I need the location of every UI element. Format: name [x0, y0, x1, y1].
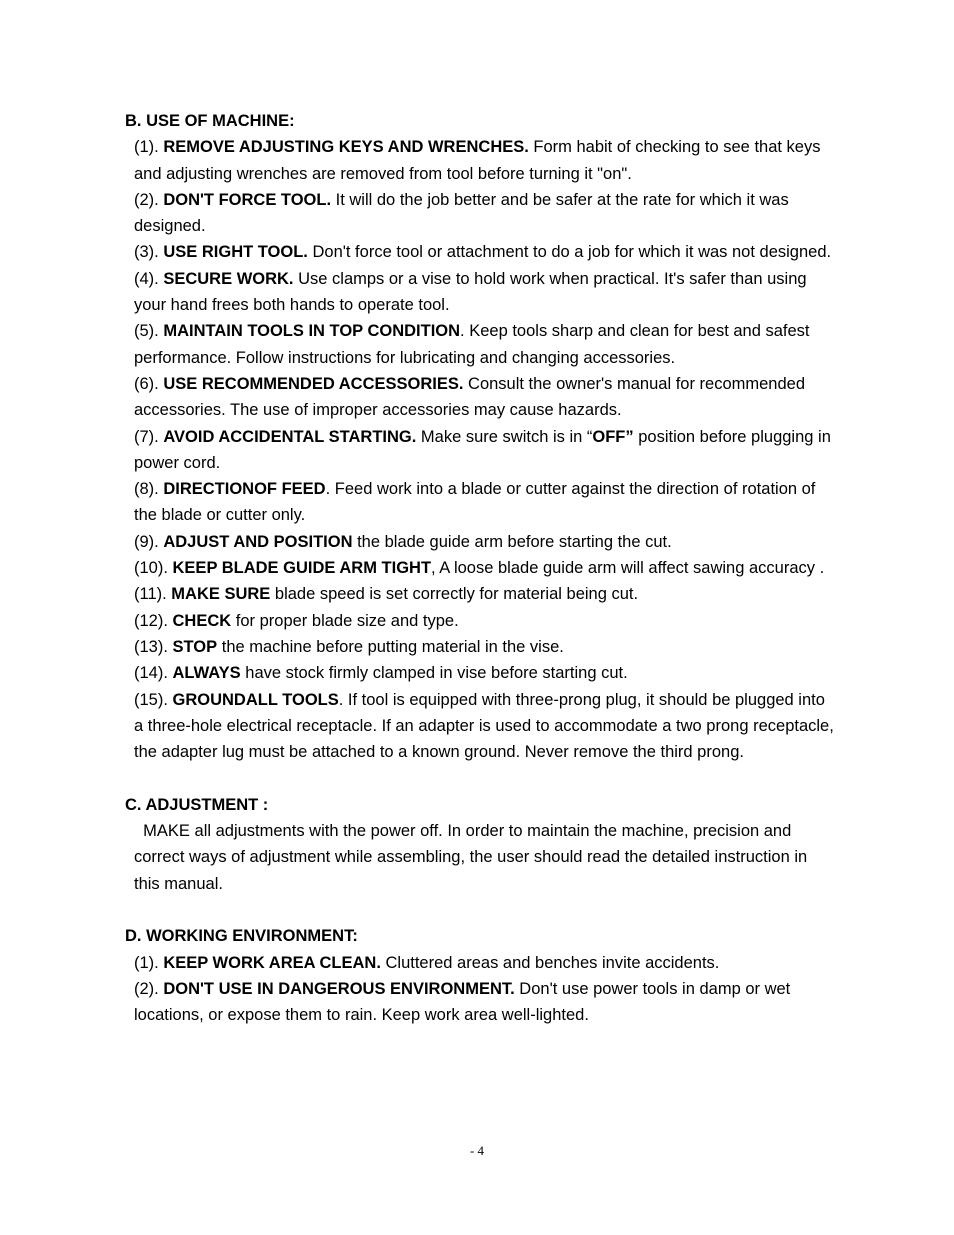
list-item: (1). REMOVE ADJUSTING KEYS AND WRENCHES. Form habit of checking to see that keys and adjusting wrenches are removed from tool before turning it "on". [134, 138, 821, 183]
list-item: (7). AVOID ACCIDENTAL STARTING. Make sure switch is in “OFF” position before plugging in power cord. [134, 427, 831, 472]
list-item: (8). DIRECTIONOF FEED. Feed work into a blade or cutter against the direction of rotation of the blade or cutter only. [134, 480, 816, 525]
list-item: (6). USE RECOMMENDED ACCESSORIES. Consult the owner's manual for recommended accessories. The use of improper accessories may cause hazards. [134, 374, 806, 420]
page-content [125, 108, 835, 1028]
section-title-use-of-machine: B. USE OF MACHINE: [125, 112, 295, 130]
list-item: (12). CHECK for proper blade size and type. [134, 611, 459, 630]
list-item: (2). DON'T USE IN DANGEROUS ENVIRONMENT. Don't use power tools in damp or wet locations, or expose them to rain. Keep work area well-lighted. [134, 979, 791, 1025]
section-title-adjustment: C. ADJUSTMENT : [125, 795, 269, 814]
list-item: (9). ADJUST AND POSITION the blade guide arm before starting the cut. [134, 532, 672, 551]
list-item: (14). ALWAYS have stock firmly clamped in vise before starting cut. [134, 664, 628, 683]
list-item: (15). GROUNDALL TOOLS. If tool is equipped with three-prong plug, it should be plugged into a three-hole electrical receptacle. If an adapter is used to accommodate a two prong receptacle, the adapter lug must be attached to a known ground. Never remove the third prong. [134, 690, 834, 762]
list-item: (5). MAINTAIN TOOLS IN TOP CONDITION. Keep tools sharp and clean for best and safest performance. Follow instructions for lubricating and changing accessories. [134, 322, 810, 367]
section-title-working-environment: D. WORKING ENVIRONMENT: [125, 927, 358, 946]
list-item: (2). DON'T FORCE TOOL. It will do the job better and be safer at the rate for which it was designed. [134, 190, 789, 236]
adjustment-paragraph: MAKE all adjustments with the power off. In order to maintain the machine, precision and correct ways of adjustment while assembling, the user should read the detailed instruction in this manual. [134, 822, 808, 893]
list-item: (3). USE RIGHT TOOL. Don't force tool or attachment to do a job for which it was not designed. [134, 243, 832, 262]
list-item: (13). STOP the machine before putting material in the vise. [134, 637, 564, 656]
list-item: (4). SECURE WORK. Use clamps or a vise to hold work when practical. It's safer than using your hand frees both hands to operate tool. [134, 269, 807, 315]
page-number: - 4 [469, 1143, 485, 1158]
section-spacer [125, 765, 835, 791]
section-spacer [125, 897, 835, 923]
list-item: (10). KEEP BLADE GUIDE ARM TIGHT, A loose blade guide arm will affect sawing accuracy . [134, 559, 825, 578]
list-item: (11). MAKE SURE blade speed is set correctly for material being cut. [134, 585, 639, 604]
list-item: (1). KEEP WORK AREA CLEAN. Cluttered areas and benches invite accidents. [134, 953, 720, 972]
